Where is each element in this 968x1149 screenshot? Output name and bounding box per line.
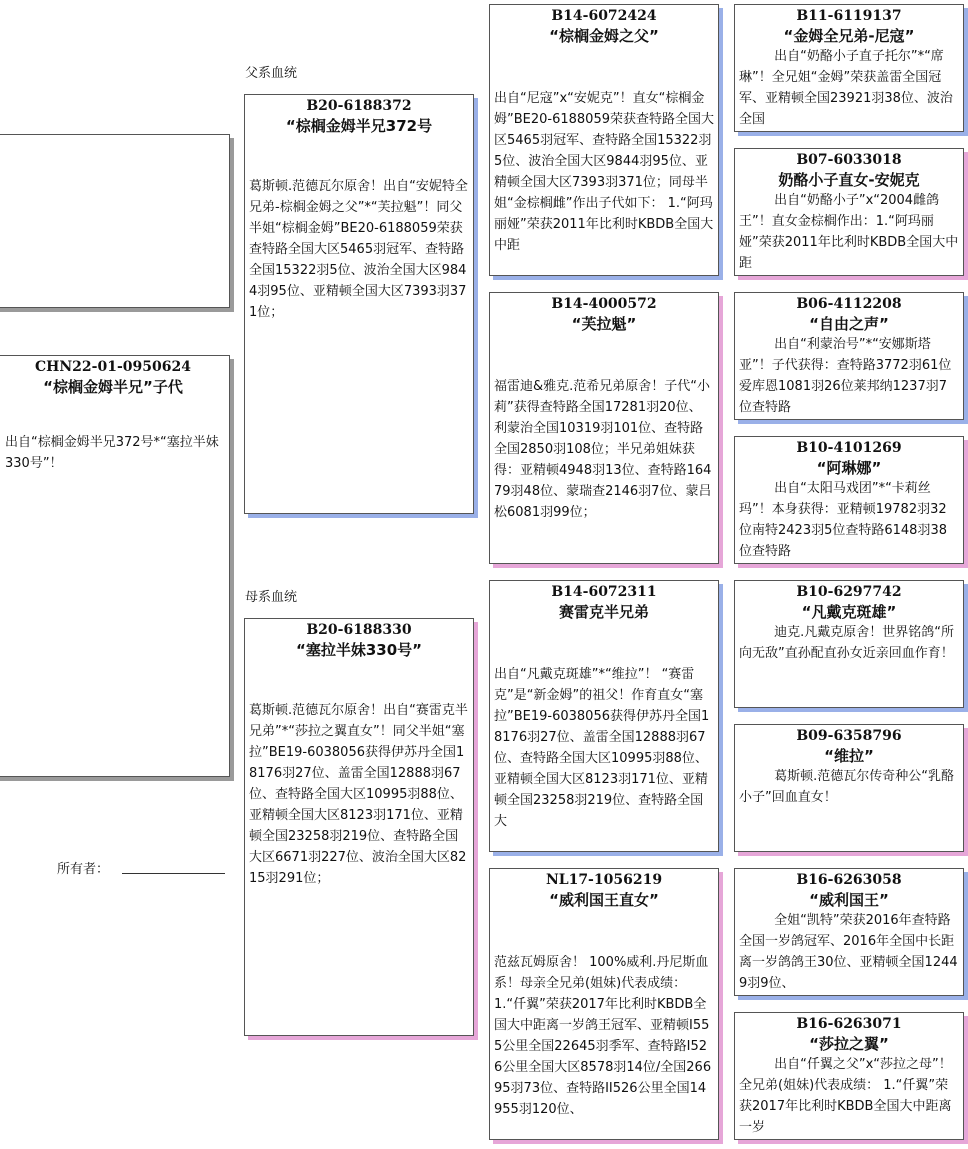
ancestor-description: 出自“奶酪小子”x“2004雌鸽王”！直女金棕榈作出：1.“阿玛丽娅”荣获2011年比利时KBDB全国大中距 <box>739 193 959 271</box>
sire-ring-number: B20-6188372 <box>306 98 412 114</box>
ancestor-description: 葛斯顿.范德瓦尔传奇种公“乳酪小子”回血直女！ <box>739 769 954 805</box>
ancestor-ring-number: B14-6072424 <box>551 8 657 24</box>
ancestor-ring-number: B11-6119137 <box>796 8 902 24</box>
owner-underline <box>122 873 225 874</box>
ancestor-card-gen4-2 <box>734 148 964 276</box>
ancestor-name: 赛雷克半兄弟 <box>558 603 649 621</box>
owner-label: 所有者： <box>57 862 110 877</box>
ancestor-card-dam-sire <box>489 580 719 852</box>
ancestor-description: 范兹瓦姆原舍！ 100%威利.丹尼斯血系！母亲全兄弟(姐妹)代表成绩： 1.“仟翼”荣获2017年比利时KBDB全国大中距离一岁鸽王冠军、亚精顿I555公里全国22645羽季军、查特路I526公里全国大区8578羽14位/全国26695羽73位、查特路II526公里全国14955羽120位、 <box>494 955 712 1117</box>
ancestor-ring-number: B06-4112208 <box>796 296 902 312</box>
subject-card <box>0 355 230 777</box>
sire-line-label: 父系血统 <box>245 66 298 81</box>
ancestor-name: “威利国王直女” <box>549 891 659 909</box>
ancestor-ring-number: B09-6358796 <box>796 728 902 744</box>
subject-name: “棕榈金姆半兄”子代 <box>43 378 183 396</box>
ancestor-description: 出自“尼寇”x“安妮克”！直女“棕榈金姆”BE20-6188059荣获查特路全国大区5465羽冠军、查特路全国15322羽5位、波治全国大区9844羽95位、亚精顿全国大区7393羽371位；同母半姐“金棕榈雌”作出子代如下： 1.“阿玛丽娅”荣获2011年比利时KBDB全国大中距 <box>494 91 714 253</box>
ancestor-card-gen4-4 <box>734 436 964 564</box>
ancestor-name: “金姆全兄弟-尼寇” <box>783 27 915 45</box>
ancestor-description: 出自“奶酪小子直子托尔”*“席琳”！全兄姐“金姆”荣获盖雷全国冠军、亚精顿全国23921羽38位、波治全国 <box>739 49 953 127</box>
ancestor-name: “阿琳娜” <box>816 459 882 477</box>
ancestor-card-gen4-8 <box>734 1012 964 1140</box>
subject-description: 出自“棕榈金姆半兄372号*“塞拉半妹330号”！ <box>5 435 219 471</box>
ancestor-name: “芙拉魁” <box>571 315 637 333</box>
ancestor-card-gen4-5 <box>734 580 964 708</box>
ancestor-ring-number: B14-4000572 <box>551 296 657 312</box>
subject-ring-number: CHN22-01-0950624 <box>35 359 191 375</box>
ancestor-description: 出自“利蒙治号”*“安娜斯塔亚”！子代获得：查特路3772羽61位爱库恩1081羽26位莱邦纳1237羽7位查特路 <box>739 337 952 415</box>
sire-card <box>244 94 474 514</box>
ancestor-name: “莎拉之翼” <box>809 1035 889 1053</box>
sire-description: 葛斯顿.范德瓦尔原舍！出自“安妮特全兄弟-棕榈金姆之父”*“芙拉魁”！同父半姐“棕榈金姆”BE20-6188059荣获查特路全国大区5465羽冠军、查特路全国15322羽5位、波治全国大区9844羽95位、亚精顿全国大区7393羽371位； <box>249 179 468 320</box>
ancestor-name: “自由之声” <box>809 315 889 333</box>
dam-card <box>244 618 474 1036</box>
ancestor-card-gen4-7 <box>734 868 964 996</box>
ancestor-ring-number: B16-6263058 <box>796 872 902 888</box>
ancestor-description: 出自“仟翼之父”x“莎拉之母”！全兄弟(姐妹)代表成绩： 1.“仟翼”荣获2017年比利时KBDB全国大中距离一岁 <box>739 1057 952 1135</box>
sire-name: “棕榈金姆半兄372号 <box>285 117 433 135</box>
ancestor-description: 出自“凡戴克斑雄”*“维拉”！ “赛雷克”是“新金姆”的祖父！作育直女“塞拉”BE19-6038056获得伊苏丹全国18176羽27位、盖雷全国12888羽67位、查特路全国大区10995羽88位、亚精顿全国大区8123羽171位、亚精顿全国23258羽219位、查特路全国大 <box>494 667 710 829</box>
ancestor-description: 迪克.凡戴克原舍！世界铭鸽“所向无敌”直孙配直孙女近亲回血作育！ <box>739 625 954 661</box>
ancestor-name: “凡戴克斑雄” <box>801 603 897 621</box>
ancestor-card-dam-dam <box>489 868 719 1140</box>
ancestor-description: 福雷迪&雅克.范希兄弟原舍！子代“小莉”获得查特路全国17281羽20位、利蒙治全国10319羽101位、查特路全国2850羽108位；半兄弟姐妹获得：亚精顿4948羽13位、查特路16479羽48位、蒙瑞查2146羽7位、蒙吕松6081羽99位； <box>494 379 712 520</box>
ancestor-description: 全姐“凯特”荣获2016年查特路全国一岁鸽冠军、2016年全国中长距离一岁鸽鸽王30位、亚精顿全国12449羽9位、 <box>739 913 958 991</box>
ancestor-card-sire-dam <box>489 292 719 564</box>
dam-name: “塞拉半妹330号” <box>295 641 423 659</box>
ancestor-card-gen4-1 <box>734 4 964 132</box>
ancestor-ring-number: B10-4101269 <box>796 440 902 456</box>
ancestor-name: “维拉” <box>824 747 874 765</box>
ancestor-name: “威利国王” <box>809 891 889 909</box>
ancestor-card-sire-sire <box>489 4 719 276</box>
dam-description: 葛斯顿.范德瓦尔原舍！出自“赛雷克半兄弟”*“莎拉之翼直女”！同父半姐“塞拉”BE19-6038056获得伊苏丹全国18176羽27位、盖雷全国12888羽67位、查特路全国大区10995羽88位、亚精顿全国大区8123羽171位、亚精顿全国23258羽219位、查特路全国大区6671羽227位、波治全国大区8215羽291位； <box>249 703 468 886</box>
photo-placeholder-card <box>0 134 230 308</box>
ancestor-name: “棕榈金姆之父” <box>549 27 659 45</box>
ancestor-ring-number: B07-6033018 <box>796 152 902 168</box>
ancestor-ring-number: B16-6263071 <box>796 1016 902 1032</box>
ancestor-card-gen4-3 <box>734 292 964 420</box>
ancestor-name: 奶酪小子直女-安妮克 <box>778 171 920 189</box>
dam-line-label: 母系血统 <box>245 590 298 605</box>
ancestor-card-gen4-6 <box>734 724 964 852</box>
dam-ring-number: B20-6188330 <box>306 622 412 638</box>
ancestor-description: 出自“太阳马戏团”*“卡莉丝玛”！本身获得：亚精顿19782羽32位南特2423羽5位查特路6148羽38位查特路 <box>739 481 947 559</box>
ancestor-ring-number: B10-6297742 <box>796 584 902 600</box>
ancestor-ring-number: B14-6072311 <box>551 584 657 600</box>
ancestor-ring-number: NL17-1056219 <box>545 872 663 888</box>
